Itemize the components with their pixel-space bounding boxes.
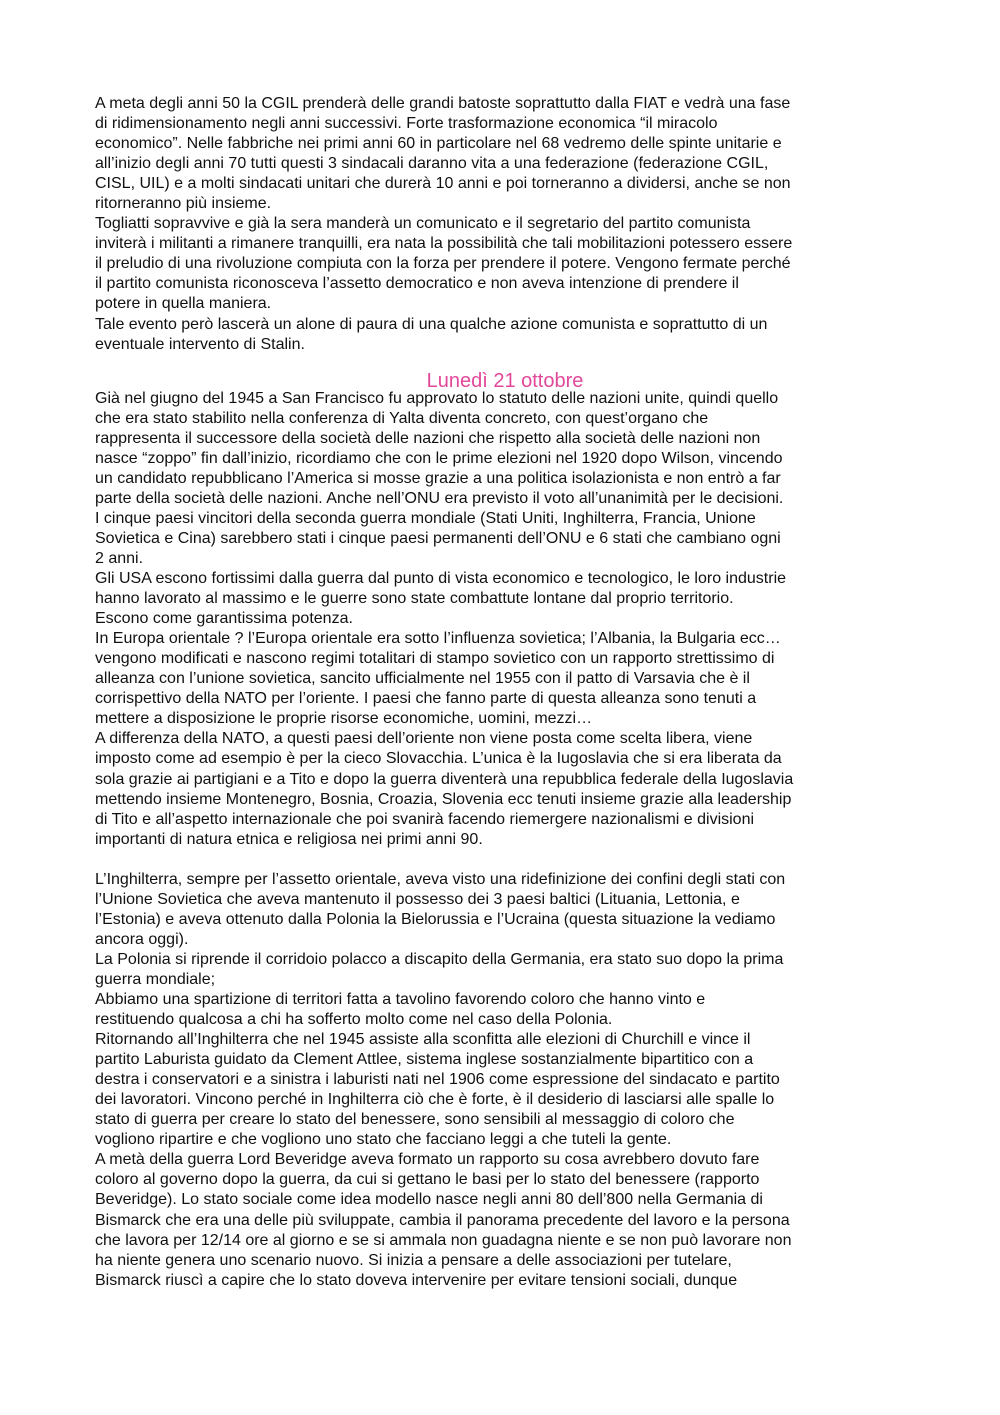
- text-line: Sovietica e Cina) sarebbero stati i cinque paesi permanenti dell’ONU e 6 stati che cambiano ogni: [95, 529, 781, 547]
- text-line: In Europa orientale ? l’Europa orientale era sotto l’influenza sovietica; l’Albania, la Bulgaria ecc…: [95, 630, 781, 648]
- paragraph: [95, 214, 915, 314]
- text-line: stato di guerra per creare lo stato del benessere, sono sensibili al messaggio di coloro che: [95, 1111, 735, 1129]
- paragraph: [95, 870, 915, 950]
- text-line: Abbiamo una spartizione di territori fatta a tavolino favorendo coloro che hanno vinto e: [95, 991, 706, 1009]
- text-line: Gli USA escono fortissimi dalla guerra dal punto di vista economico e tecnologico, le loro industrie: [95, 570, 787, 588]
- paragraph: [95, 389, 915, 509]
- text-line: La Polonia si riprende il corridoio polacco a discapito della Germania, era stato suo dopo la prima: [95, 950, 784, 968]
- paragraph: [95, 950, 915, 990]
- text-line: Escono come garantissima potenza.: [95, 610, 353, 628]
- text-line: rappresenta il successore della società delle nazioni che rispetto alla società delle nazioni non: [95, 429, 761, 447]
- text-line: all’inizio degli anni 70 tutti questi 3 sindacali daranno vita a una federazione (federazione CGIL,: [95, 155, 769, 173]
- text-line: dei lavoratori. Vincono perché in Inghilterra ciò che è forte, è il desiderio di lasciarsi alle spalle lo: [95, 1091, 775, 1109]
- text-line: Ritornando all’Inghilterra che nel 1945 assiste alla sconfitta alle elezioni di Churchill e vince il: [95, 1031, 751, 1049]
- paragraph: [95, 990, 915, 1030]
- text-line: vengono modificati e nascono regimi totalitari di stampo sovietico con un rapporto strettissimo di: [95, 650, 775, 668]
- text-line: Beveridge). Lo stato sociale come idea modello nasce negli anni 80 dell’800 nella Germania di: [95, 1191, 763, 1209]
- paragraph: [95, 729, 915, 849]
- text-line: L’Inghilterra, sempre per l’assetto orientale, aveva visto una ridefinizione dei confini degli stati con: [95, 870, 786, 888]
- text-line: nasce “zoppo” fin dall’inizio, ricordiamo che con le prime elezioni nel 1920 dopo Wilson, vincendo: [95, 449, 783, 467]
- paragraph: [95, 1150, 915, 1290]
- text-line: sola grazie ai partigiani e a Tito e dopo la guerra diventerà una repubblica federale della Iugoslavia: [95, 770, 794, 788]
- text-line: Già nel giugno del 1945 a San Francisco fu approvato lo statuto delle nazioni unite, quindi quello: [95, 389, 779, 407]
- section-heading: Lunedì 21 ottobre: [426, 369, 584, 392]
- text-line: guerra mondiale;: [95, 970, 216, 988]
- text-line: A metà della guerra Lord Beveridge aveva formato un rapporto su cosa avrebbero dovuto fare: [95, 1151, 760, 1169]
- text-line: mettendo insieme Montenegro, Bosnia, Croazia, Slovenia ecc tenuti insieme grazie alla leadership: [95, 790, 792, 808]
- text-line: ancora oggi).: [95, 930, 189, 948]
- section-intro: [95, 94, 915, 355]
- paragraph: [95, 509, 915, 569]
- text-line: Tale evento però lascerà un alone di paura di una qualche azione comunista e soprattutto di un: [95, 315, 768, 333]
- text-line: Togliatti sopravvive e già la sera manderà un comunicato e il segretario del partito comunista: [95, 215, 751, 233]
- text-line: l’Unione Sovietica che aveva mantenuto il possesso dei 3 paesi baltici (Lituania, Lettonia, e: [95, 890, 740, 908]
- paragraph: [95, 315, 915, 355]
- text-line: partito Laburista guidato da Clement Attlee, sistema inglese sostanzialmente bipartitico con a: [95, 1051, 754, 1069]
- text-line: parte della società delle nazioni. Anche nell’ONU era previsto il voto all’unanimità per le decisioni.: [95, 489, 784, 507]
- blank-line: [95, 850, 915, 870]
- text-line: Bismarck che era una delle più sviluppate, cambia il panorama precedente del lavoro e la persona: [95, 1211, 790, 1229]
- text-line: imposto come ad esempio è per la cieco Slovacchia. L’unica è la Iugoslavia che si era liberata da: [95, 750, 782, 768]
- text-line: importanti di natura etnica e religiosa nei primi anni 90.: [95, 830, 483, 848]
- text-line: di ridimensionamento negli anni successivi. Forte trasformazione economica “il miracolo: [95, 115, 718, 133]
- text-line: hanno lavorato al massimo e le guerre sono state combattute lontane dal proprio territorio.: [95, 590, 734, 608]
- text-line: coloro al governo dopo la guerra, da cui si gettano le basi per lo stato del benessere (rapporto: [95, 1171, 760, 1189]
- text-line: alleanza con l’unione sovietica, sancito ufficialmente nel 1955 con il patto di Varsavia che è il: [95, 670, 750, 688]
- section-onu: [95, 389, 915, 850]
- text-line: destra i conservatori e a sinistra i laburisti nati nel 1906 come espressione del sindacato e partito: [95, 1071, 780, 1089]
- text-line: mettere a disposizione le proprie risorse economiche, uomini, mezzi…: [95, 710, 593, 728]
- text-line: CISL, UIL) e a molti sindacati unitari che durerà 10 anni e poi torneranno a dividersi, anche se non: [95, 175, 791, 193]
- document-page: [95, 94, 915, 1291]
- text-line: che lavora per 12/14 ore al giorno e se si ammala non guadagna niente e se non può lavorare non: [95, 1231, 792, 1249]
- text-line: A meta degli anni 50 la CGIL prenderà delle grandi batoste soprattutto dalla FIAT e vedrà una fase: [95, 95, 791, 112]
- section-inghilterra: [95, 870, 915, 1291]
- text-line: un candidato repubblicano l’America si mosse grazie a una politica isolazionista e non entrò a far: [95, 469, 781, 487]
- text-line: A differenza della NATO, a questi paesi dell’oriente non viene posta come scelta libera, viene: [95, 730, 753, 748]
- text-line: che era stato stabilito nella conferenza di Yalta diventa concreto, con quest’organo che: [95, 409, 709, 427]
- text-line: corrispettivo della NATO per l’oriente. I paesi che fanno parte di questa alleanza sono tenuti a: [95, 690, 757, 708]
- paragraph: [95, 94, 915, 214]
- text-line: l’Estonia) e aveva ottenuto dalla Polonia la Bielorussia e l’Ucraina (questa situazione la vediamo: [95, 910, 776, 928]
- text-line: economico”. Nelle fabbriche nei primi anni 60 in particolare nel 68 vedremo delle spinte unitarie e: [95, 135, 782, 153]
- text-line: I cinque paesi vincitori della seconda guerra mondiale (Stati Uniti, Inghilterra, Francia, Unione: [95, 509, 756, 527]
- text-line: di Tito e all’aspetto internazionale che poi svanirà facendo riemergere nazionalismi e divisioni: [95, 810, 755, 828]
- text-line: vogliono ripartire e che vogliono uno stato che facciano leggi a che tuteli la gente.: [95, 1131, 672, 1149]
- text-line: potere in quella maniera.: [95, 295, 272, 313]
- paragraph: [95, 629, 915, 729]
- text-line: restituendo qualcosa a chi ha sofferto molto come nel caso della Polonia.: [95, 1011, 613, 1029]
- text-line: 2 anni.: [95, 549, 144, 567]
- text-line: ha niente genera uno scenario nuovo. Si inizia a pensare a delle associazioni per tutelare,: [95, 1251, 732, 1269]
- text-line: Bismarck riuscì a capire che lo stato doveva intervenire per evitare tensioni sociali, dunque: [95, 1271, 738, 1289]
- text-line: il partito comunista riconosceva l’assetto democratico e non aveva intenzione di prendere il: [95, 275, 739, 293]
- paragraph: [95, 569, 915, 629]
- text-line: eventuale intervento di Stalin.: [95, 335, 305, 353]
- text-line: ritorneranno più insieme.: [95, 195, 272, 213]
- text-line: inviterà i militanti a rimanere tranquilli, era nata la possibilità che tali mobilitazioni potessero essere: [95, 235, 793, 253]
- paragraph: [95, 1030, 915, 1150]
- text-line: il preludio di una rivoluzione compiuta con la forza per prendere il potere. Vengono fermate perché: [95, 255, 791, 273]
